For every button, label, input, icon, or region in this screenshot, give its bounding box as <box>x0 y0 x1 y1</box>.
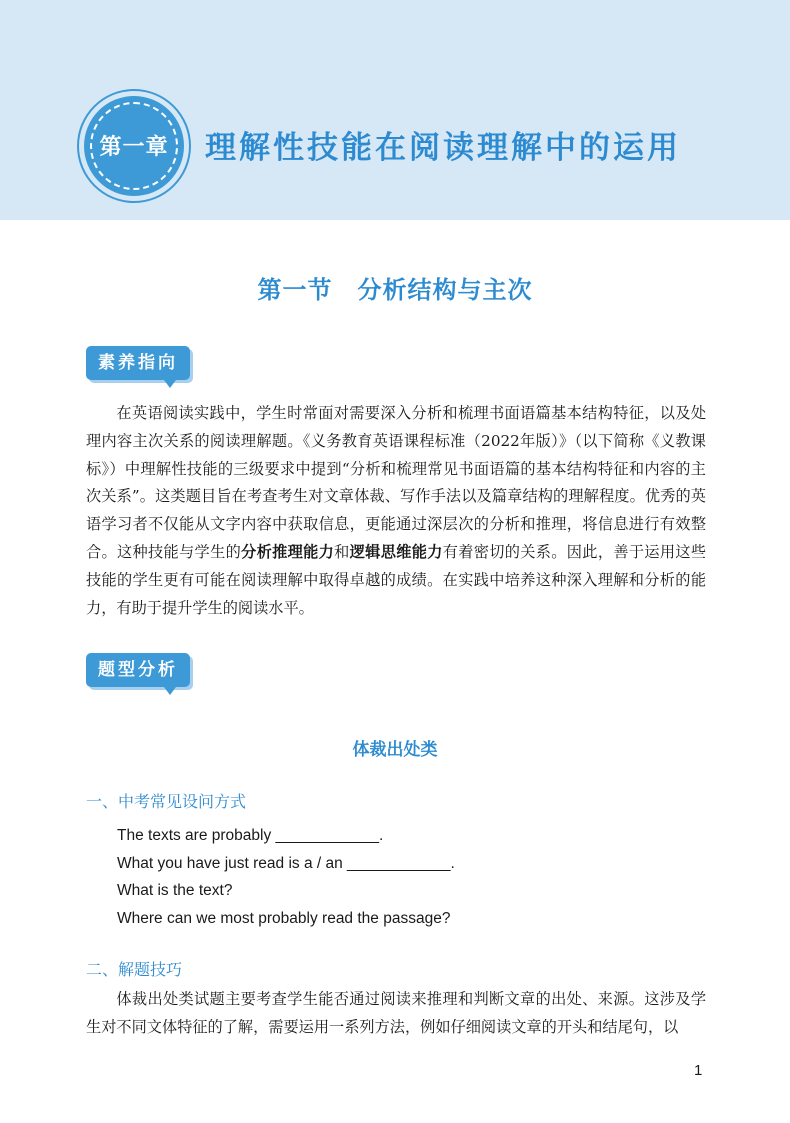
question-list <box>117 822 455 932</box>
literacy-tag: 素养指向 <box>86 346 190 380</box>
section-title: 第一节 分析结构与主次 <box>257 276 533 304</box>
chapter-badge-label: 第一章 <box>99 135 169 160</box>
question-item: What is the text? <box>117 882 233 899</box>
chapter-title: 理解性技能在阅读理解中的运用 <box>205 130 681 166</box>
question-style-heading: 一、中考常见设问方式 <box>86 792 247 811</box>
chapter-badge <box>84 96 184 196</box>
tips-paragraph: 体裁出处类试题主要考查学生能否通过阅读来推理和判断文章的出处、来源。这涉及学生对不同文体特征的了解，需要运用一系列方法，例如仔细阅读文章的开头和结尾句，以 <box>86 990 706 1036</box>
page-number: 1 <box>694 1062 703 1079</box>
analysis-tag: 题型分析 <box>86 653 190 687</box>
question-item: What you have just read is a / an ____________. <box>117 854 455 872</box>
intro-text-2: 和 <box>334 542 350 561</box>
intro-text-3: 有着密切的关系。因此，善于运用这些技能的学生更有可能在阅读理解中取得卓越的成绩。在实践中培养这种深入理解和分析的能力，有助于提升学生的阅读水平。 <box>86 542 707 617</box>
question-item: The texts are probably ____________. <box>117 827 384 844</box>
intro-text-1: 在英语阅读实践中，学生时常面对需要深入分析和梳理书面语篇基本结构特征，以及处理内容主次关系的阅读理解题。《义务教育英语课程标准（2022年版）》（以下简称《义教课标》）中理解性技能的三级要求中提到“分析和梳理常见书面语篇的基本结构特征和内容的主次关系”。这类题目旨在考查考生对文章体裁、写作手法以及篇章结构的理解程度。优秀的英语学习者不仅能从文字内容中获取信息，更能通过深层次的分析和推理，将信息进行有效整合。这种技能与学生的 <box>86 404 706 561</box>
question-item: Where can we most probably read the passage? <box>117 909 451 927</box>
genre-subtitle: 体裁出处类 <box>352 740 438 760</box>
intro-bold-reasoning: 分析推理能力 <box>241 542 335 561</box>
tips-heading: 二、解题技巧 <box>86 960 183 979</box>
intro-bold-logic: 逻辑思维能力 <box>349 542 443 561</box>
intro-paragraph <box>86 400 706 622</box>
